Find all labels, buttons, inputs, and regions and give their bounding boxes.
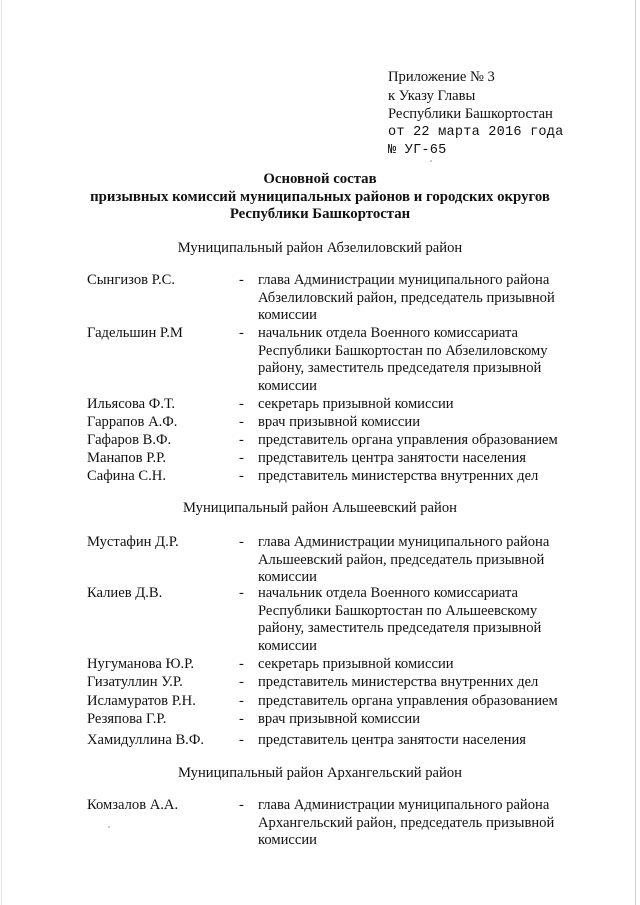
member-name: Гафаров В.Ф. bbox=[87, 432, 172, 448]
member-role-line: глава Администрации муниципального района bbox=[258, 272, 550, 288]
member-role bbox=[258, 656, 588, 674]
appendix-line-3: Республики Башкортостан bbox=[388, 106, 553, 122]
district-heading: Муниципальный район Архангельский район bbox=[178, 765, 462, 781]
member-name: Резяпова Г.Р. bbox=[87, 711, 167, 727]
member-role-line: представитель министерства внутренних дел bbox=[258, 468, 539, 484]
title-line-2: призывных комиссий муниципальных районов и городских округов bbox=[90, 188, 550, 205]
member-dash: - bbox=[239, 585, 244, 601]
appendix-line-1: Приложение № 3 bbox=[388, 69, 495, 85]
member-role-line: секретарь призывной комиссии bbox=[258, 396, 454, 412]
member-role-line: Альшеевский район, председатель призывной bbox=[258, 551, 545, 568]
member-role-line: начальник отдела Военного комиссариата bbox=[258, 325, 518, 341]
member-role-line: представитель органа управления образованием bbox=[258, 432, 558, 448]
member-dash: - bbox=[239, 432, 244, 448]
scan-speck bbox=[430, 160, 432, 162]
member-dash: - bbox=[239, 396, 244, 412]
member-role-line: начальник отдела Военного комиссариата bbox=[258, 585, 518, 601]
member-role-line: представитель министерства внутренних дел bbox=[258, 674, 539, 690]
member-role-line: глава Администрации муниципального района bbox=[258, 534, 550, 550]
member-name: Манапов Р.Р. bbox=[87, 450, 167, 466]
appendix-block bbox=[388, 68, 564, 161]
member-name: Нугуманова Ю.Р. bbox=[87, 656, 195, 672]
member-dash: - bbox=[239, 656, 244, 672]
member-dash: - bbox=[239, 325, 244, 341]
appendix-line-2: к Указу Главы bbox=[388, 87, 476, 104]
appendix-date: от 22 марта 2016 года bbox=[388, 124, 564, 140]
member-role-line: врач призывной комиссии bbox=[258, 711, 420, 727]
member-dash: - bbox=[239, 272, 244, 288]
title-line-3: Республики Башкортостан bbox=[229, 206, 411, 222]
title-line-1: Основной состав bbox=[263, 171, 377, 187]
member-name: Мустафин Д.Р. bbox=[87, 534, 179, 550]
member-role bbox=[258, 450, 588, 468]
member-role-line: представитель центра занятости населения bbox=[258, 450, 526, 466]
member-role bbox=[258, 585, 588, 655]
member-name: Исламуратов Р.Н. bbox=[87, 693, 196, 709]
member-role bbox=[258, 732, 588, 750]
member-role bbox=[258, 272, 588, 325]
member-dash: - bbox=[239, 468, 244, 484]
member-role bbox=[258, 534, 588, 587]
member-role bbox=[258, 396, 588, 414]
member-name: Сынгизов Р.С. bbox=[87, 272, 175, 288]
member-name: Гаррапов А.Ф. bbox=[87, 414, 178, 430]
member-role-line: комиссии bbox=[258, 307, 317, 324]
member-name: Гадельшин Р.М bbox=[87, 325, 183, 341]
member-role-line: комиссии bbox=[258, 832, 317, 849]
member-dash: - bbox=[239, 732, 244, 748]
member-dash: - bbox=[239, 711, 244, 727]
member-role-line: Абзелиловский район, председатель призывной bbox=[258, 289, 555, 306]
member-role-line: району, заместитель председателя призывной bbox=[258, 360, 542, 377]
member-dash: - bbox=[239, 414, 244, 430]
document-title bbox=[0, 171, 640, 224]
district-heading: Муниципальный район Абзелиловский район bbox=[177, 240, 463, 256]
member-role-line: комиссии bbox=[258, 569, 317, 586]
member-role bbox=[258, 414, 588, 432]
member-role-line: комиссии bbox=[258, 637, 317, 654]
member-role-line: секретарь призывной комиссии bbox=[258, 656, 454, 672]
member-role-line: Архангельский район, председатель призывной bbox=[258, 814, 555, 831]
member-role bbox=[258, 325, 588, 395]
member-role bbox=[258, 432, 588, 450]
member-dash: - bbox=[239, 693, 244, 709]
member-role-line: комиссии bbox=[258, 377, 317, 394]
member-role-line: представитель органа управления образованием bbox=[258, 693, 558, 709]
district-heading: Муниципальный район Альшеевский район bbox=[183, 500, 457, 516]
member-role-line: Республики Башкортостан по Абзелиловскому bbox=[258, 342, 548, 359]
member-role-line: глава Администрации муниципального района bbox=[258, 797, 550, 813]
member-role bbox=[258, 711, 588, 729]
member-dash: - bbox=[239, 797, 244, 813]
member-name: Калиев Д.В. bbox=[87, 585, 163, 601]
member-role-line: району, заместитель председателя призывной bbox=[258, 620, 542, 637]
member-name: Хамидуллина В.Ф. bbox=[87, 732, 205, 748]
scan-speck bbox=[108, 826, 110, 828]
member-dash: - bbox=[239, 674, 244, 690]
member-dash: - bbox=[239, 534, 244, 550]
member-name: Сафина С.Н. bbox=[87, 468, 166, 484]
member-role-line: врач призывной комиссии bbox=[258, 414, 420, 430]
member-role bbox=[258, 468, 588, 486]
member-role bbox=[258, 674, 588, 692]
member-name: Комзалов А.А. bbox=[87, 797, 179, 813]
member-name: Ильясова Ф.Т. bbox=[87, 396, 176, 412]
member-name: Гизатуллин У.Р. bbox=[87, 674, 183, 690]
member-role-line: представитель центра занятости населения bbox=[258, 732, 526, 748]
member-role bbox=[258, 797, 588, 850]
appendix-decree-number: № УГ-65 bbox=[388, 143, 447, 158]
member-dash: - bbox=[239, 450, 244, 466]
member-role-line: Республики Башкортостан по Альшеевскому bbox=[258, 602, 538, 619]
member-role bbox=[258, 693, 588, 711]
